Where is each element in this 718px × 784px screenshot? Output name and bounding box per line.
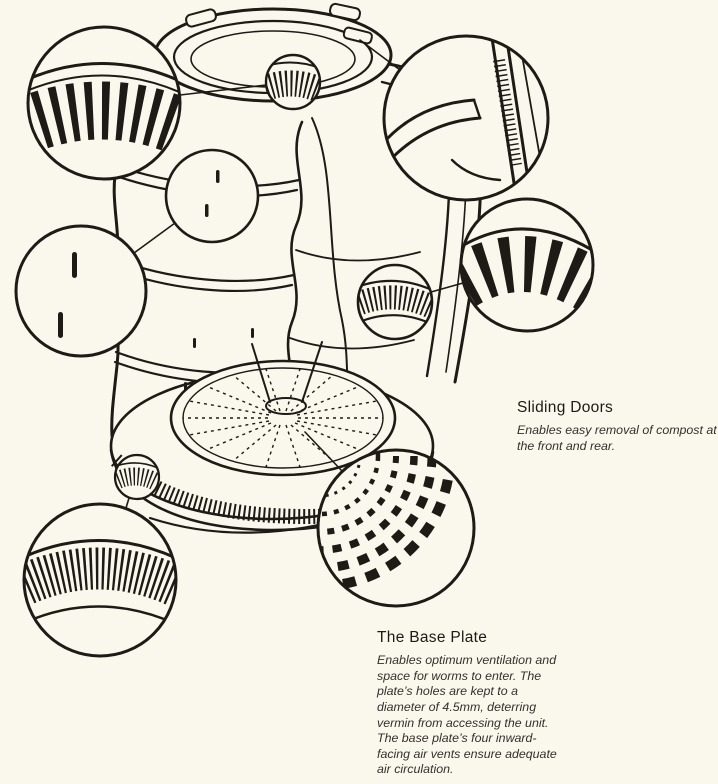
- sliding-doors-description: Enables easy removal of compost at the front and rear.: [517, 423, 717, 453]
- lid-tab: [329, 3, 361, 21]
- magnifier-base-vent-grille: [24, 504, 176, 656]
- base-plate-callout: [377, 629, 565, 778]
- sliding-doors-title: Sliding Doors: [517, 399, 614, 416]
- base-plate-description: Enables optimum ventilation and space for worms to enter. The plate’s holes are kept to a diameter of 4.5mm, deterring vermin from accessing the unit. The base plate’s four inward-facing air vents ensure adequate air circulation.: [377, 653, 557, 777]
- body-hole: [251, 328, 254, 338]
- magnifier-door-vent-band: [358, 265, 432, 339]
- magnifier-handle-frame-corner: [384, 34, 548, 200]
- body-hole-dot: [205, 204, 209, 217]
- magnifier-body-hole-dots: [166, 150, 258, 242]
- magnifier-lid-vent-slots: [24, 27, 184, 179]
- magnifier-air-hole-slots: [16, 226, 146, 356]
- lid-tab: [185, 8, 217, 27]
- air-hole-slot: [58, 312, 63, 338]
- body-hole-dot: [216, 170, 220, 183]
- magnifier-sliding-door-vents: [461, 199, 593, 331]
- magnifier-rim-hatch: [266, 55, 320, 109]
- base-plate-title: The Base Plate: [377, 629, 488, 646]
- body-hole: [193, 338, 196, 348]
- sliding-doors-callout: [517, 399, 718, 454]
- magnifier-base-rim-hatch: [115, 455, 159, 499]
- air-hole-slot: [72, 252, 77, 278]
